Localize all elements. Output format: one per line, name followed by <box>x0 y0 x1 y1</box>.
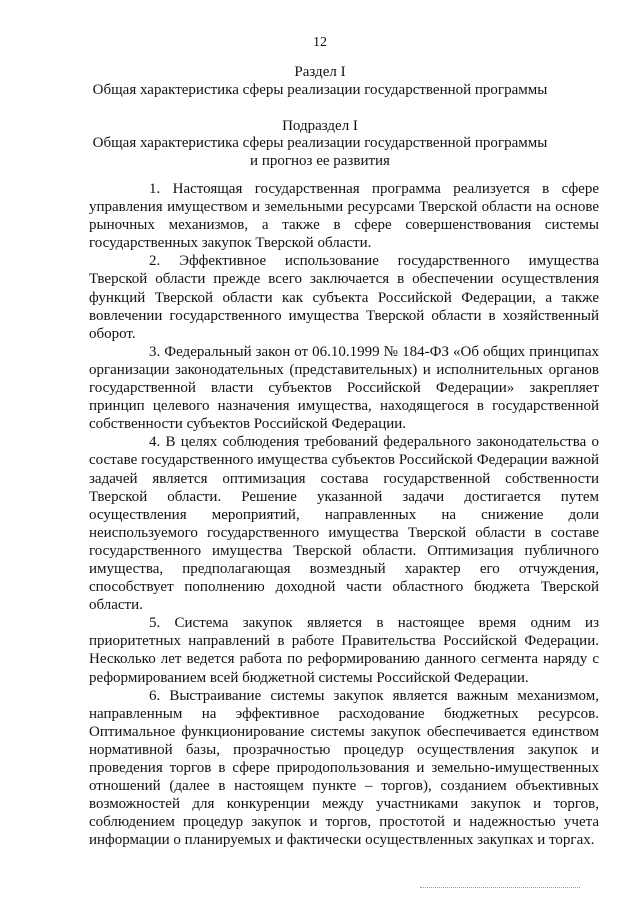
scan-artifact-divider <box>420 887 580 890</box>
paragraph-6: 6. Выстраивание системы закупок является важным механизмом, направленным на эффективное расходование бюджетных ресурсов. Оптимальное функционирование системы закупок обеспечивается единством нормативной базы, прозрачностью процедур осуществления закупок и проведения торгов в сфере природопользования и земельно-имущественных отношений (далее в настоящем пункте – торгов), созданием объективных возможностей для конкуренции между участниками закупок и торгов, соблюдением процедур закупок и торгов, простотой и надежностью учета информации о планируемых и фактически осуществленных закупках и торгах. <box>89 687 599 849</box>
subsection-title-line-1: Общая характеристика сферы реализации государственной программы <box>92 135 548 151</box>
subsection-number: Подраздел I <box>282 118 358 134</box>
page-number: 12 <box>313 35 327 50</box>
paragraph-4: 4. В целях соблюдения требований федерального законодательства о составе государственного имущества субъектов Российской Федерации важной задачей является оптимизация состава государственной собственности Тверской области. Решение указанной задачи достигается путем осуществления мероприятий, направленных на снижение доли неиспользуемого государственного имущества Тверской области в составе государственного имущества Тверской области. Оптимизация публичного имущества, предполагающая возмездный характер его отчуждения, способствует пополнению доходной части областного бюджета Тверской области. <box>89 434 599 614</box>
paragraph-2: 2. Эффективное использование государственного имущества Тверской области прежде всего заключается в обеспечении осуществления функций Тверской области как субъекта Российской Федерации, а также вовлечении государственного имущества Тверской области в хозяйственный оборот. <box>89 253 599 342</box>
section-number: Раздел I <box>294 64 346 80</box>
document-body <box>89 180 599 849</box>
subsection-title <box>60 134 580 170</box>
paragraph-5: 5. Система закупок является в настоящее время одним из приоритетных направлений в работе Правительства Российской Федерации. Несколько лет ведется работа по реформированию данного сегмента наряду с реформированием всей бюджетной системы Российской Федерации. <box>89 615 599 686</box>
section-title: Общая характеристика сферы реализации государственной программы <box>92 82 548 98</box>
subsection-title-line-2: и прогноз ее развития <box>250 153 390 169</box>
paragraph-1: 1. Настоящая государственная программа реализуется в сфере управления имуществом и земельными ресурсами Тверской области на основе рыночных механизмов, а также в сфере совершенствования системы государственных закупок Тверской области. <box>89 181 599 252</box>
paragraph-3: 3. Федеральный закон от 06.10.1999 № 184-ФЗ «Об общих принципах организации законодательных (представительных) и исполнительных органов государственной власти субъектов Российской Федерации» закрепляет принцип целевого назначения имущества, находящегося в государственной собственности субъектов Российской Федерации. <box>89 343 599 433</box>
